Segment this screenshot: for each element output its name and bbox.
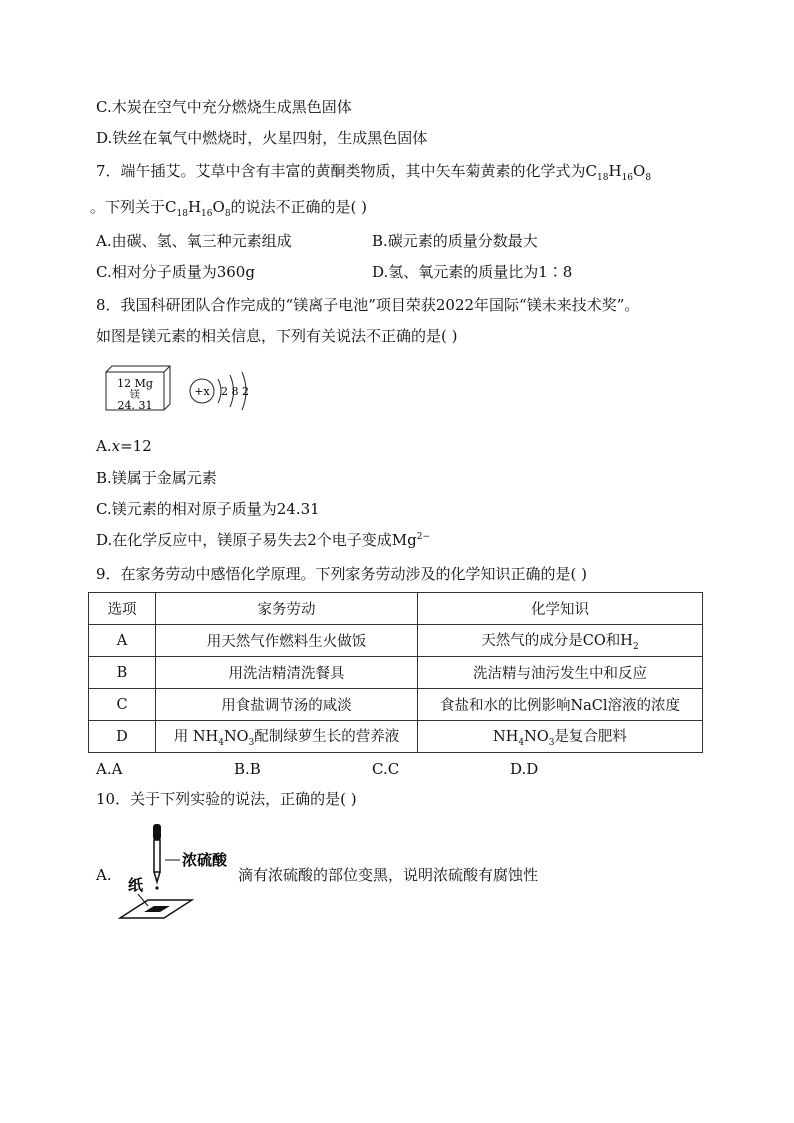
header-knowledge: 化学知识 xyxy=(418,593,703,625)
header-labor: 家务劳动 xyxy=(156,593,418,625)
q8-option-d: D.在化学反应中，镁原子易失去2个电子变成$Mg^{2-}$ xyxy=(96,531,431,549)
answer-c: C.C xyxy=(372,760,400,778)
cell-mass: 24. 31 xyxy=(117,399,153,412)
table-row xyxy=(89,689,703,721)
q8-option-b: B.镁属于金属元素 xyxy=(96,469,217,487)
answer-a: A.A xyxy=(96,760,123,778)
cell-knowledge: 洗洁精与油污发生中和反应 xyxy=(418,657,703,689)
cell-number-symbol: 12 Mg xyxy=(117,377,153,390)
q9-table xyxy=(88,592,703,753)
q6-option-d: D.铁丝在氧气中燃烧时，火星四射，生成黑色固体 xyxy=(96,129,428,147)
q6-option-c: C.木炭在空气中充分燃烧生成黑色固体 xyxy=(96,98,352,116)
q8-option-a: A.x=12 xyxy=(96,437,152,455)
nucleus-label: +x xyxy=(194,385,210,398)
header-option: 选项 xyxy=(89,593,156,625)
atom-structure-diagram xyxy=(190,372,249,410)
q7-option-d: D.氢、氧元素的质量比为1∶8 xyxy=(372,263,573,281)
table-header-row xyxy=(89,593,703,625)
formula-c18h16o8: $C_{18}H_{16}O_8$ xyxy=(585,162,652,183)
label-conc-sulfuric-acid: 浓硫酸 xyxy=(182,851,228,869)
cell-knowledge: $NH_4NO_3$是复合肥料 xyxy=(418,721,703,753)
cell-labor: 用 $NH_4NO_3$配制绿萝生长的营养液 xyxy=(156,721,418,753)
table-row xyxy=(89,625,703,657)
table-row xyxy=(89,721,703,753)
q8-stem-line2: 如图是镁元素的相关信息，下列有关说法不正确的是( ) xyxy=(96,327,458,345)
magnesium-figure xyxy=(104,364,254,412)
q8-stem-line1: 8．我国科研团队合作完成的“镁离子电池”项目荣获2022年国际“镁未来技术奖”。 xyxy=(96,296,640,314)
shell-electrons: 2 8 2 xyxy=(221,385,249,398)
cell-option: A xyxy=(89,625,156,657)
cell-labor: 用天然气作燃料生火做饭 xyxy=(156,625,418,657)
cell-knowledge: 天然气的成分是CO和$H_2$ xyxy=(418,625,703,657)
formula-c18h16o8: $C_{18}H_{16}O_8$ xyxy=(165,198,231,219)
q10-option-a-text: 滴有浓硫酸的部位变黑，说明浓硫酸有腐蚀性 xyxy=(238,866,539,884)
cell-option: C xyxy=(89,689,156,721)
q8-option-c: C.镁元素的相对原子质量为24.31 xyxy=(96,500,320,518)
answer-b: B.B xyxy=(234,760,261,778)
label-paper: 纸 xyxy=(128,876,144,894)
cell-option: B xyxy=(89,657,156,689)
q9-stem: 9．在家务劳动中感悟化学原理。下列家务劳动涉及的化学知识正确的是( ) xyxy=(96,565,588,583)
periodic-cell xyxy=(106,366,170,412)
q7-stem-line1: 7．端午插艾。艾草中含有丰富的黄酮类物质，其中矢车菊黄素的化学式为$C_{18}H_{16}O_8$ xyxy=(96,162,652,183)
cell-option: D xyxy=(89,721,156,753)
cell-name: 镁 xyxy=(130,390,140,401)
table-row xyxy=(89,657,703,689)
cell-labor: 用洗洁精清洗餐具 xyxy=(156,657,418,689)
q7-option-c: C.相对分子质量为360g xyxy=(96,263,255,281)
q7-option-a: A.由碳、氢、氧三种元素组成 xyxy=(96,232,292,250)
cell-labor: 用食盐调节汤的咸淡 xyxy=(156,689,418,721)
q10-stem: 10．关于下列实验的说法，正确的是( ) xyxy=(96,790,357,808)
q7-stem-line2: 。下列关于$C_{18}H_{16}O_8$的说法不正确的是( ) xyxy=(90,198,368,219)
q7-option-b: B.碳元素的质量分数最大 xyxy=(372,232,538,250)
q10-option-a-label: A. xyxy=(96,866,112,884)
dropper-icon xyxy=(153,824,161,890)
answer-d: D.D xyxy=(510,760,539,778)
paper-sheet xyxy=(120,900,192,918)
cell-knowledge: 食盐和水的比例影响NaCl溶液的浓度 xyxy=(418,689,703,721)
